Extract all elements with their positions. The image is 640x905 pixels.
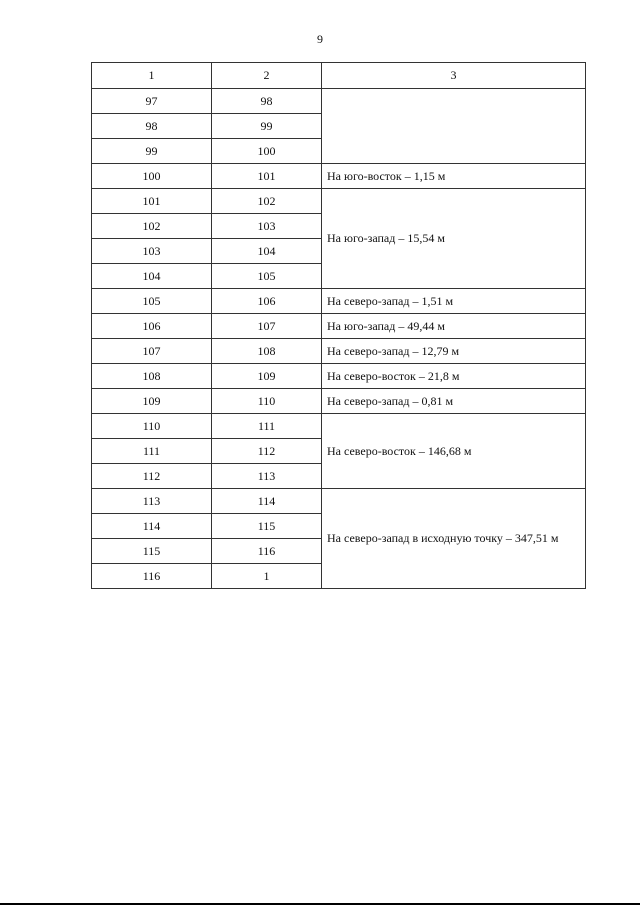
- table-row: [92, 339, 586, 364]
- point-from: 114: [92, 514, 212, 539]
- point-to: 116: [212, 539, 322, 564]
- point-from: 108: [92, 364, 212, 389]
- header-col-3: 3: [322, 63, 586, 89]
- direction-cell: На северо-восток – 21,8 м: [322, 364, 586, 389]
- point-from: 113: [92, 489, 212, 514]
- point-from: 111: [92, 439, 212, 464]
- direction-cell: На юго-запад – 49,44 м: [322, 314, 586, 339]
- table-row: [92, 364, 586, 389]
- table-row: [92, 314, 586, 339]
- point-to: 99: [212, 114, 322, 139]
- point-to: 113: [212, 464, 322, 489]
- direction-cell: На северо-запад в исходную точку – 347,51 м: [322, 489, 586, 589]
- point-from: 98: [92, 114, 212, 139]
- table-row: [92, 164, 586, 189]
- point-from: 112: [92, 464, 212, 489]
- point-to: 105: [212, 264, 322, 289]
- point-from: 106: [92, 314, 212, 339]
- header-col-2: 2: [212, 63, 322, 89]
- point-to: 103: [212, 214, 322, 239]
- point-to: 110: [212, 389, 322, 414]
- point-to: 101: [212, 164, 322, 189]
- point-to: 107: [212, 314, 322, 339]
- point-to: 112: [212, 439, 322, 464]
- table-row: [92, 189, 586, 214]
- point-to: 108: [212, 339, 322, 364]
- point-to: 109: [212, 364, 322, 389]
- point-from: 101: [92, 189, 212, 214]
- route-table: [91, 62, 586, 589]
- table-row: [92, 289, 586, 314]
- table-row: [92, 89, 586, 114]
- point-from: 107: [92, 339, 212, 364]
- page-number: 9: [317, 32, 323, 46]
- table-header-row: [92, 63, 586, 89]
- point-from: 97: [92, 89, 212, 114]
- table-row: [92, 489, 586, 514]
- point-from: 105: [92, 289, 212, 314]
- point-from: 115: [92, 539, 212, 564]
- direction-cell: На юго-запад – 15,54 м: [322, 189, 586, 289]
- point-from: 116: [92, 564, 212, 589]
- table-row: [92, 389, 586, 414]
- point-to: 100: [212, 139, 322, 164]
- point-to: 111: [212, 414, 322, 439]
- direction-cell: На северо-запад – 0,81 м: [322, 389, 586, 414]
- direction-cell: [322, 89, 586, 164]
- direction-cell: На северо-восток – 146,68 м: [322, 414, 586, 489]
- point-to: 1: [212, 564, 322, 589]
- point-to: 102: [212, 189, 322, 214]
- point-from: 110: [92, 414, 212, 439]
- point-to: 104: [212, 239, 322, 264]
- header-col-1: 1: [92, 63, 212, 89]
- point-from: 102: [92, 214, 212, 239]
- point-from: 103: [92, 239, 212, 264]
- point-from: 109: [92, 389, 212, 414]
- point-from: 100: [92, 164, 212, 189]
- point-from: 99: [92, 139, 212, 164]
- point-to: 98: [212, 89, 322, 114]
- direction-cell: На северо-запад – 12,79 м: [322, 339, 586, 364]
- direction-cell: На юго-восток – 1,15 м: [322, 164, 586, 189]
- table-row: [92, 414, 586, 439]
- point-to: 106: [212, 289, 322, 314]
- direction-cell: На северо-запад – 1,51 м: [322, 289, 586, 314]
- point-to: 114: [212, 489, 322, 514]
- point-from: 104: [92, 264, 212, 289]
- point-to: 115: [212, 514, 322, 539]
